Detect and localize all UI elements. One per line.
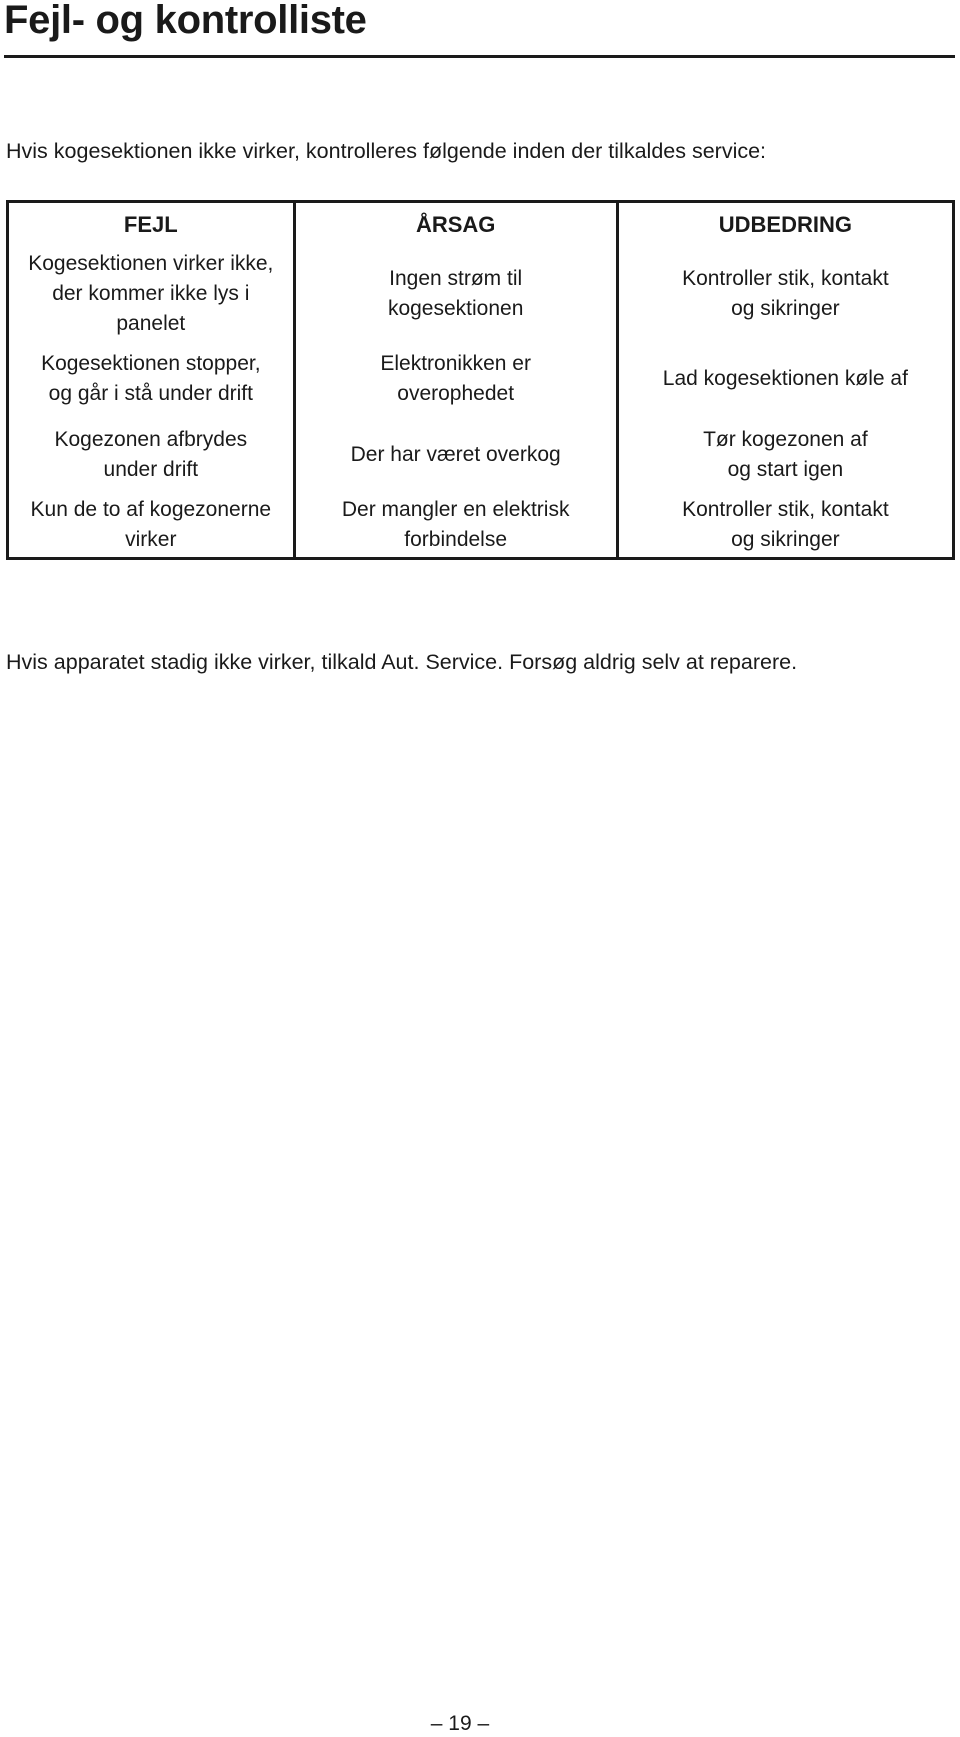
- cell-fejl: [8, 417, 295, 493]
- cell-fejl-text: Kogezonen afbrydes under drift: [54, 428, 248, 481]
- title-divider: [4, 55, 955, 58]
- cell-arsag-text: Der mangler en elektrisk forbindelse: [341, 498, 570, 551]
- cell-udbedring-text: Kontroller stik, kontakt og sikringer: [682, 267, 889, 320]
- fault-table: [6, 200, 955, 560]
- table-row: [8, 341, 954, 417]
- cell-arsag: [294, 493, 617, 559]
- cell-udbedring: [617, 493, 953, 559]
- cell-arsag-text: Ingen strøm til kogesektionen: [387, 267, 524, 320]
- cell-arsag: [294, 247, 617, 341]
- table-row: [8, 247, 954, 341]
- header-udbedring: UDBEDRING: [617, 202, 953, 248]
- cell-fejl: [8, 493, 295, 559]
- closing-note: Hvis apparatet stadig ikke virker, tilkald Aut. Service. Forsøg aldrig selv at reparere.: [6, 650, 798, 674]
- cell-udbedring: [617, 341, 953, 417]
- cell-udbedring: [617, 417, 953, 493]
- cell-udbedring-text: Tør kogezonen af og start igen: [703, 428, 868, 481]
- page-title: Fejl- og kontrolliste: [4, 0, 367, 42]
- table-row: [8, 493, 954, 559]
- cell-arsag-text: Der har været overkog: [350, 443, 561, 466]
- cell-arsag: [294, 341, 617, 417]
- cell-fejl-text: Kogesektionen virker ikke, der kommer ikke lys i panelet: [28, 252, 274, 335]
- cell-fejl: [8, 247, 295, 341]
- cell-udbedring-text: Lad kogesektionen køle af: [662, 367, 908, 390]
- table-header-row: [8, 202, 954, 248]
- header-arsag: ÅRSAG: [294, 202, 617, 248]
- cell-fejl: [8, 341, 295, 417]
- cell-arsag-text: Elektronikken er overophedet: [380, 352, 531, 405]
- page-number: – 19 –: [430, 1712, 490, 1735]
- cell-fejl-text: Kogesektionen stopper, og går i stå under drift: [41, 352, 261, 405]
- intro-text: Hvis kogesektionen ikke virker, kontrolleres følgende inden der tilkaldes service:: [6, 139, 767, 163]
- cell-udbedring: [617, 247, 953, 341]
- cell-fejl-text: Kun de to af kogezonerne virker: [30, 498, 272, 551]
- cell-arsag: [294, 417, 617, 493]
- header-fejl: FEJL: [8, 202, 295, 248]
- table-row: [8, 417, 954, 493]
- cell-udbedring-text: Kontroller stik, kontakt og sikringer: [682, 498, 889, 551]
